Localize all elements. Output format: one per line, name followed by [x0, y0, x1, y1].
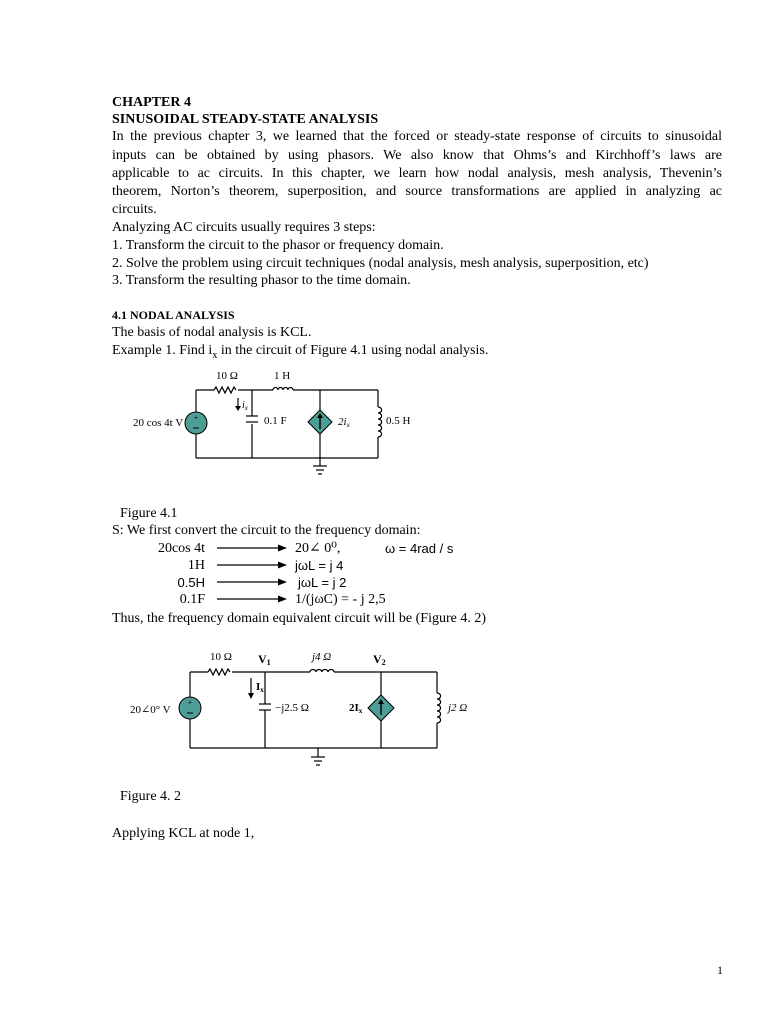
intro-line-3: applicable to ac circuits. In this chapter, we learn how nodal analysis, mesh analysis, Thevenin’s	[112, 166, 722, 181]
chapter-number: CHAPTER 4	[112, 95, 191, 110]
fig1-current-arrowhead	[235, 406, 241, 411]
example-prefix: Example 1. Find i	[112, 343, 213, 358]
chapter-title: SINUSOIDAL STEADY-STATE ANALYSIS	[112, 112, 379, 127]
fig1-wires	[193, 390, 378, 474]
conversion-right-2: jωL = j 4	[295, 558, 344, 573]
fig2-r1-label: 10 Ω	[210, 651, 232, 663]
step-2: 2. Solve the problem using circuit techniques (nodal analysis, mesh analysis, superposition, etc)	[112, 256, 649, 271]
step-3: 3. Transform the resulting phasor to the time domain.	[112, 273, 411, 288]
conversion-arrow-1	[217, 543, 287, 553]
intro-line-1: In the previous chapter 3, we learned that the forced or steady-state response of circuits to sinusoidal	[112, 129, 722, 144]
fig2-source-plus: +	[187, 698, 193, 707]
fig2-resistor	[208, 669, 230, 675]
conversion-arrow-4	[217, 594, 287, 604]
example-1	[112, 342, 488, 364]
example-suffix: in the circuit of Figure 4.1 using nodal analysis.	[217, 343, 489, 358]
fig1-r1-label: 10 Ω	[216, 370, 238, 382]
fig1-l2-label: 0.5 H	[386, 415, 411, 427]
conversion-arrow-2	[217, 560, 287, 570]
example-sub: x	[212, 349, 218, 361]
step-1: 1. Transform the circuit to the phasor or frequency domain.	[112, 238, 444, 253]
fig2-wires	[187, 672, 437, 765]
conversion-left-3: 0.5H	[177, 575, 205, 590]
kcl-text: Applying KCL at node 1,	[112, 826, 255, 841]
fig2-inductor-1	[310, 670, 334, 673]
fig1-current-label: $i_x$	[242, 400, 248, 412]
fig1-inductor-2	[378, 407, 382, 437]
fig2-cap-label: −j2.5 Ω	[275, 702, 309, 714]
fig2-l2-label: j2 Ω	[448, 702, 468, 714]
fig2-v2-label: V2	[373, 652, 386, 667]
fig1-inductor-1	[273, 388, 293, 391]
steps-intro: Analyzing AC circuits usually requires 3 steps:	[112, 220, 376, 235]
section-basis: The basis of nodal analysis is KCL.	[112, 325, 312, 340]
fig2-l1-label: j4 Ω	[312, 651, 332, 663]
conversion-left-2: 1H	[187, 558, 205, 573]
conversion-right-4: 1/(jωC) = - j 2,5	[295, 592, 386, 607]
figure-4-2-intro: Thus, the frequency domain equivalent circuit will be (Figure 4. 2)	[112, 611, 487, 626]
intro-line-2: inputs can be obtained by using phasors. We also know that Ohms’s and Kirchhoff’s laws are	[112, 148, 722, 163]
fig1-l1-label: 1 H	[274, 370, 291, 382]
conversion-right-1: 20∠ 0⁰,	[295, 541, 341, 556]
fig1-cap-label: 0.1 F	[264, 415, 287, 427]
circuit-figure-4-1	[128, 362, 428, 482]
figure-4-2-caption: Figure 4. 2	[120, 789, 182, 804]
fig2-dep-label: 2Ix	[349, 702, 363, 715]
fig2-v1-label: V1	[258, 652, 271, 667]
intro-line-5: circuits.	[112, 202, 157, 217]
page-number: 1	[717, 963, 723, 977]
fig2-source-label: 20∠0° V	[130, 704, 171, 716]
conversion-arrow-3	[217, 577, 287, 587]
circuit-figure-4-2	[128, 645, 488, 775]
fig1-resistor	[214, 387, 236, 393]
fig1-source-plus: +	[193, 413, 199, 422]
fig2-inductor-2	[437, 693, 441, 723]
solution-intro: S: We first convert the circuit to the frequency domain:	[112, 523, 421, 538]
section-title: 4.1 NODAL ANALYSIS	[112, 308, 235, 322]
conversion-left-1: 20cos 4t	[157, 541, 205, 556]
figure-4-1-caption: Figure 4.1	[120, 506, 178, 521]
fig2-current-arrowhead	[248, 693, 254, 699]
intro-line-4: theorem, Norton’s theorem, superposition, and source transformations are applied in analyzing ac	[112, 184, 722, 199]
conversion-extra-1: ω = 4rad / s	[385, 541, 454, 556]
conversion-right-3: jωL = j 2	[298, 575, 347, 590]
conversion-left-4: 0.1F	[179, 592, 205, 607]
fig1-dep-label: 2ix	[338, 416, 350, 429]
fig1-source-label: 20 cos 4t V	[133, 417, 184, 429]
fig2-current-label: Ix	[256, 681, 264, 694]
